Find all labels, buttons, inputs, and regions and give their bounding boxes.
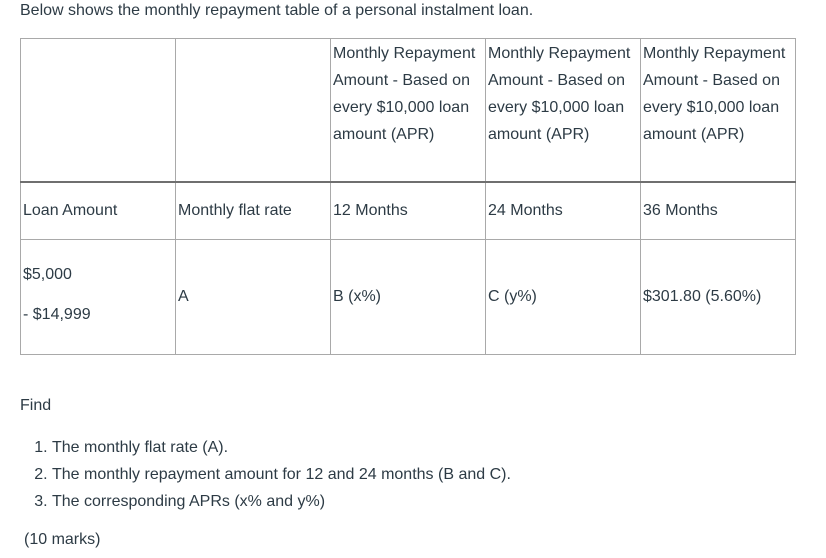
column-label-12-months: 12 Months <box>331 182 486 239</box>
list-item: 1. The monthly flat rate (A). <box>52 434 511 461</box>
loan-amount-range-cell <box>21 239 176 354</box>
header-cell-empty-2 <box>176 39 331 183</box>
table-subheader-row <box>21 182 796 239</box>
repayment-24-months-cell: C (y%) <box>486 239 641 354</box>
table-header-row <box>21 39 796 183</box>
list-item: 2. The monthly repayment amount for 12 and 24 months (B and C). <box>52 461 511 488</box>
loan-amount-min: $5,000 <box>23 265 72 283</box>
marks-label: (10 marks) <box>24 531 101 548</box>
list-item: 3. The corresponding APRs (x% and y%) <box>52 488 511 515</box>
header-cell-36-months: Monthly Repayment Amount - Based on every $10,000 loan amount (APR) <box>641 39 796 183</box>
table-row <box>21 239 796 354</box>
find-label: Find <box>20 397 52 414</box>
flat-rate-cell: A <box>176 239 331 354</box>
repayment-table <box>20 38 796 355</box>
task-list <box>30 434 511 515</box>
loan-amount-max: - $14,999 <box>23 305 91 323</box>
header-cell-empty-1 <box>21 39 176 183</box>
column-label-loan-amount: Loan Amount <box>21 182 176 239</box>
repayment-12-months-cell: B (x%) <box>331 239 486 354</box>
header-cell-12-months: Monthly Repayment Amount - Based on every $10,000 loan amount (APR) <box>331 39 486 183</box>
column-label-flat-rate: Monthly flat rate <box>176 182 331 239</box>
column-label-36-months: 36 Months <box>641 182 796 239</box>
column-label-24-months: 24 Months <box>486 182 641 239</box>
question-intro: Below shows the monthly repayment table of a personal instalment loan. <box>20 2 534 19</box>
header-cell-24-months: Monthly Repayment Amount - Based on every $10,000 loan amount (APR) <box>486 39 641 183</box>
repayment-36-months-cell: $301.80 (5.60%) <box>641 239 796 354</box>
